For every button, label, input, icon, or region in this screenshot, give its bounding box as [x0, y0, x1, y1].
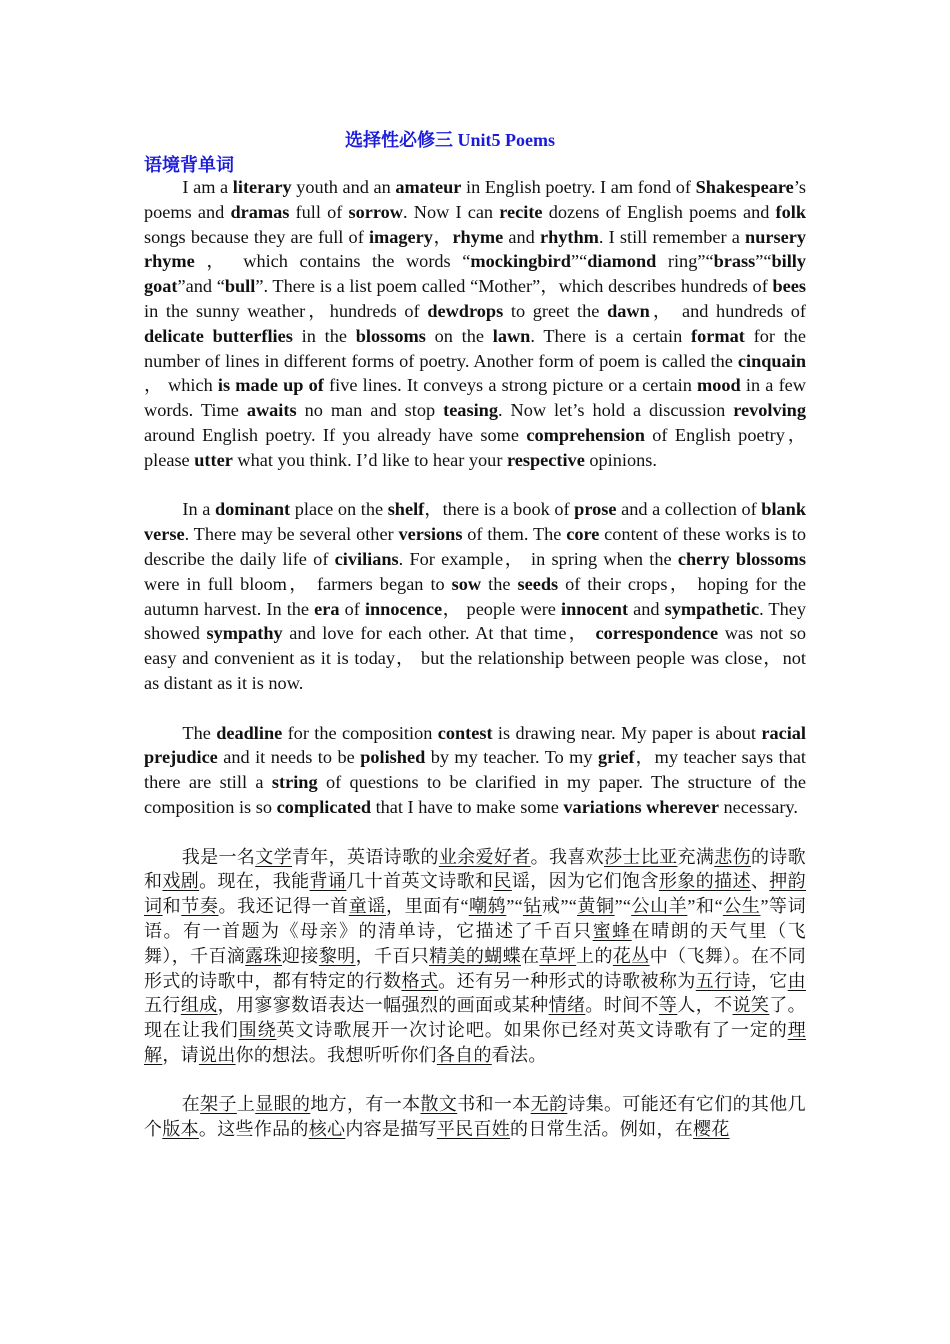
text-run: content of these works is to describe the daily life of [144, 524, 806, 569]
text-run: 英文诗歌展开一次讨论吧。如果你已经对英文诗歌有了一定的 [276, 1020, 788, 1041]
text-run: 上 [236, 1094, 256, 1115]
text-run: is drawing near. My paper is about [492, 722, 762, 743]
text-run: dozens of English poems and [542, 201, 776, 222]
vocab-term: bull [224, 276, 256, 297]
vocab-term: sow [451, 573, 482, 594]
text-run: ”“ [506, 896, 523, 917]
text-run: 谣，因为它们饱含 [511, 871, 659, 892]
vocab-translation: 童谣 [348, 896, 387, 917]
text-run: 了。现在让我们 [144, 995, 806, 1041]
vocab-translation: 草坪 [539, 945, 577, 966]
vocab-translation: 架子 [200, 1094, 237, 1115]
text-run: on the [425, 325, 493, 346]
vocab-term: utter [194, 449, 233, 470]
text-run: and [503, 226, 540, 247]
vocab-term: string [271, 772, 318, 793]
text-run: five lines. It conveys a strong picture or a certain [323, 375, 698, 396]
text-run: ”“ [570, 251, 588, 272]
text-run: 。时间不 [585, 995, 659, 1016]
vocab-translation: 嘲鸫 [468, 896, 507, 917]
text-run: in the sunny weather，hundreds of [144, 300, 428, 321]
vocab-term: mood [697, 375, 741, 396]
vocab-translation: 公山羊 [631, 896, 688, 917]
text-run: and love for each other. At that time， [282, 623, 596, 644]
text-run: ， people were [442, 598, 561, 619]
text-run: that I have to make some [371, 796, 564, 817]
vocab-term: complicated [276, 796, 371, 817]
vocab-translation: 理解 [144, 1020, 807, 1065]
vocab-term: sorrow [348, 201, 403, 222]
vocab-translation: 版本 [162, 1119, 199, 1140]
vocab-term: Shakespeare [695, 177, 794, 197]
text-run: 。我喜欢 [530, 846, 605, 867]
vocab-translation: 精美的蝴蝶 [429, 945, 521, 966]
vocab-translation: 各自的 [436, 1044, 492, 1065]
text-run: I am a [182, 177, 233, 197]
vocab-translation: 节奏 [181, 896, 219, 917]
vocab-translation: 花丛 [612, 945, 650, 966]
text-run: full of [289, 201, 349, 222]
text-run: 在 [181, 1094, 201, 1115]
text-run: of [339, 598, 365, 619]
text-run: . Now let’s hold a discussion [497, 400, 734, 421]
text-run: ，千百只 [355, 945, 430, 966]
vocab-term: rhyme [452, 226, 504, 247]
text-run: in English poetry. I am fond of [461, 177, 696, 197]
text-run: ，请 [162, 1044, 199, 1065]
vocab-translation: 钻 [522, 896, 542, 917]
text-run: . I still remember a [598, 226, 746, 247]
vocab-term: billy goat [144, 251, 807, 297]
paragraph [144, 497, 806, 695]
text-run: necessary. [718, 796, 798, 817]
vocab-term: amateur [395, 177, 462, 197]
vocab-term: core [566, 524, 600, 545]
text-run: ， and hundreds of [649, 300, 807, 321]
text-run: 充满 [677, 846, 715, 867]
vocab-term: comprehension [526, 424, 645, 445]
text-run: 。现在，我能 [199, 871, 310, 892]
vocab-term: dominant [214, 499, 291, 520]
vocab-translation: 五行诗 [695, 970, 751, 991]
vocab-term: deadline [216, 722, 283, 743]
text-run: was not so easy and convenient as it is today， but the relationship between people was close，not as distant as it is now. [144, 623, 806, 693]
vocab-translation: 文学 [255, 846, 292, 867]
text-run: youth and an [291, 177, 396, 197]
vocab-term: dawn [607, 300, 650, 321]
text-run: ”“ [614, 896, 632, 917]
text-run: . For example， in spring when the [398, 548, 678, 569]
text-run: 五行 [144, 995, 181, 1016]
text-run: for the composition [282, 722, 438, 743]
vocab-translation: 露珠 [245, 945, 283, 966]
text-run: 内容是描写 [345, 1119, 437, 1140]
vocab-term: brass [713, 251, 756, 272]
vocab-term: sympathy [206, 623, 283, 644]
vocab-translation: 公生 [722, 896, 761, 917]
text-run: of their crops， hoping for the autumn harvest. In the [144, 573, 806, 619]
text-run: ”. There is a list poem called “Mother”，which describes hundreds of [255, 276, 773, 297]
text-run: songs because they are full of [144, 226, 369, 247]
text-run: 地方，有一本 [310, 1094, 421, 1115]
text-run: for the number of lines in different forms of poetry. Another form of poem is called the [144, 325, 807, 371]
text-run: 。这些作品的 [198, 1119, 309, 1140]
vocab-term: variations wherever [563, 796, 719, 817]
section-heading: 语境背单词 [144, 155, 234, 175]
text-run: place on the [290, 499, 388, 520]
vocab-term: blossoms [355, 325, 426, 346]
vocab-term: polished [360, 747, 426, 768]
text-run: 和 [162, 896, 182, 917]
text-run: 书和一本 [457, 1094, 531, 1115]
text-run: were in full bloom， farmers began to [144, 573, 452, 594]
text-run: opinions. [584, 449, 657, 470]
vocab-term: grief [598, 747, 635, 768]
vocab-translation: 民 [493, 871, 512, 892]
text-run: ”“ [755, 251, 772, 272]
vocab-term: blank verse [144, 499, 807, 545]
text-run: 戒”“ [541, 896, 578, 917]
vocab-translation: 无韵 [530, 1094, 568, 1115]
vocab-term: imagery [368, 226, 433, 247]
vocab-term: delicate butterflies [144, 325, 293, 346]
vocab-translation: 散文 [420, 1094, 458, 1115]
vocab-translation: 说笑 [732, 995, 770, 1016]
text-run: of English poetry， please [144, 424, 806, 470]
vocab-term: shelf [387, 499, 425, 520]
text-run: 。我还记得一首 [218, 896, 349, 917]
vocab-term: revolving [733, 400, 806, 421]
text-run: 人，不 [677, 995, 733, 1016]
vocab-term: rhythm [539, 226, 599, 247]
vocab-term: bees [772, 276, 806, 297]
text-run: what you think. I’d like to hear your [232, 449, 507, 470]
vocab-translation: 围绕 [238, 1020, 277, 1041]
paragraph [144, 845, 806, 1068]
vocab-translation: 格式 [401, 970, 439, 991]
vocab-term: nursery rhyme [144, 226, 806, 272]
vocab-term: contest [437, 722, 493, 743]
vocab-term: respective [506, 449, 585, 470]
text-run: 诗集。可能还有它们的其他几个 [144, 1094, 806, 1140]
text-run: 。还有另一种形式的诗歌被称为 [438, 970, 696, 991]
vocab-translation: 戏剧 [162, 871, 200, 892]
text-run: 几十首英文诗歌和 [346, 871, 494, 892]
vocab-term: cinquain [737, 350, 806, 371]
text-run: ，there is a book of [424, 499, 575, 520]
text-run: 迎接 [282, 945, 319, 966]
vocab-term: dewdrops [427, 300, 504, 321]
vocab-term: cherry blossoms [677, 548, 806, 569]
text-run: 你的想法。我想听听你们 [235, 1044, 437, 1065]
vocab-term: innocence [364, 598, 443, 619]
text-run: of them. The [462, 524, 567, 545]
text-run: ，用寥寥数语表达一幅强烈的画面或某种 [217, 995, 549, 1016]
document-title: 选择性必修三 Unit5 Poems [345, 130, 555, 150]
paragraph [144, 175, 806, 473]
vocab-term: lawn [492, 325, 531, 346]
text-run: in the [292, 325, 356, 346]
vocab-term: sympathetic [664, 598, 760, 619]
text-run: 青年，英语诗歌的 [291, 846, 439, 867]
vocab-term: teasing [443, 400, 498, 421]
text-run: ， which contains the words “ [194, 251, 471, 272]
vocab-term: versions [398, 524, 463, 545]
text-run: ”等词语。有一首题为《母亲》的清单诗，它描述了千百只 [144, 896, 806, 941]
text-run: in a few words. Time [144, 375, 806, 421]
text-run: to greet the [503, 300, 608, 321]
text-run: and it needs to be [217, 747, 361, 768]
text-run: ”and “ [177, 276, 225, 297]
vocab-translation: 悲伤 [714, 846, 751, 867]
text-run: ，my teacher says that there are still a [144, 747, 807, 793]
vocab-translation: 业余爱好者 [438, 846, 531, 867]
vocab-term: dramas [230, 201, 290, 222]
vocab-term: era [314, 598, 340, 619]
text-run: . Now I can [403, 201, 500, 222]
text-run: no man and stop [296, 400, 444, 421]
vocab-translation: 形象的描述 [658, 871, 751, 892]
text-run: ， which [144, 375, 218, 396]
vocab-translation: 黄铜 [577, 896, 615, 917]
vocab-term: is made up of [217, 375, 324, 396]
vocab-term: literary [232, 177, 292, 197]
text-run: 、 [750, 871, 770, 892]
vocab-translation: 黎明 [318, 945, 356, 966]
vocab-translation: 等 [658, 995, 678, 1016]
text-run: the [481, 573, 518, 594]
text-run: 上的 [576, 945, 613, 966]
vocab-translation: 莎士比亚 [604, 846, 678, 867]
text-run: 的日常生活。例如，在 [510, 1119, 694, 1140]
vocab-translation: 组成 [180, 995, 218, 1016]
vocab-term: civilians [334, 548, 399, 569]
text-run: 看法。 [491, 1044, 547, 1065]
vocab-translation: 平民百姓 [436, 1119, 511, 1140]
vocab-term: mockingbird [470, 251, 571, 272]
vocab-term: prose [574, 499, 617, 520]
vocab-term: format [691, 325, 745, 346]
text-run: 的诗歌和 [144, 846, 806, 892]
vocab-translation: 樱花 [693, 1119, 730, 1140]
paragraph [144, 1092, 806, 1142]
text-run: ring”“ [656, 251, 714, 272]
text-run: . They showed [144, 598, 806, 644]
text-run: ，里面有“ [386, 896, 469, 917]
paragraph [144, 721, 806, 820]
text-run: . There may be several other [184, 524, 399, 545]
text-run: 我是一名 [181, 846, 256, 867]
vocab-term: innocent [561, 598, 629, 619]
text-run: around English poetry. If you already have some [144, 424, 527, 445]
text-run: 在 [520, 945, 540, 966]
vocab-term: racial prejudice [144, 722, 806, 768]
text-run: In a [182, 499, 215, 520]
text-run: by my teacher. To my [425, 747, 599, 768]
text-run: and [628, 598, 665, 619]
vocab-translation: 蜜蜂 [592, 920, 632, 941]
vocab-term: recite [499, 201, 543, 222]
vocab-term: correspondence [595, 623, 719, 644]
vocab-translation: 显眼的 [255, 1094, 311, 1115]
text-run: . There is a certain [530, 325, 692, 346]
vocab-translation: 说出 [198, 1044, 236, 1065]
vocab-translation: 由 [787, 970, 806, 991]
text-run: ”和“ [687, 896, 723, 917]
vocab-term: awaits [246, 400, 297, 421]
text-run: ，它 [750, 970, 788, 991]
text-run: The [182, 722, 217, 743]
text-run: and a collection of [616, 499, 762, 520]
text-run: 中（飞舞）。在不同形式的诗歌中，都有特定的行数 [144, 945, 806, 991]
text-run: of questions to be clarified in my paper. The structure of the composition is so [144, 772, 806, 817]
vocab-translation: 押韵词 [144, 871, 806, 917]
vocab-term: folk [775, 201, 807, 222]
vocab-term: diamond [587, 251, 657, 272]
vocab-translation: 情绪 [548, 995, 586, 1016]
vocab-translation: 背诵 [309, 871, 347, 892]
vocab-term: seeds [517, 573, 559, 594]
vocab-translation: 核心 [308, 1119, 346, 1140]
text-run: ， [432, 226, 453, 247]
text-run: ’s poems and [144, 177, 807, 222]
text-run: 在晴朗的天气里（飞舞），千百滴 [144, 920, 806, 966]
document-body [144, 175, 806, 1167]
